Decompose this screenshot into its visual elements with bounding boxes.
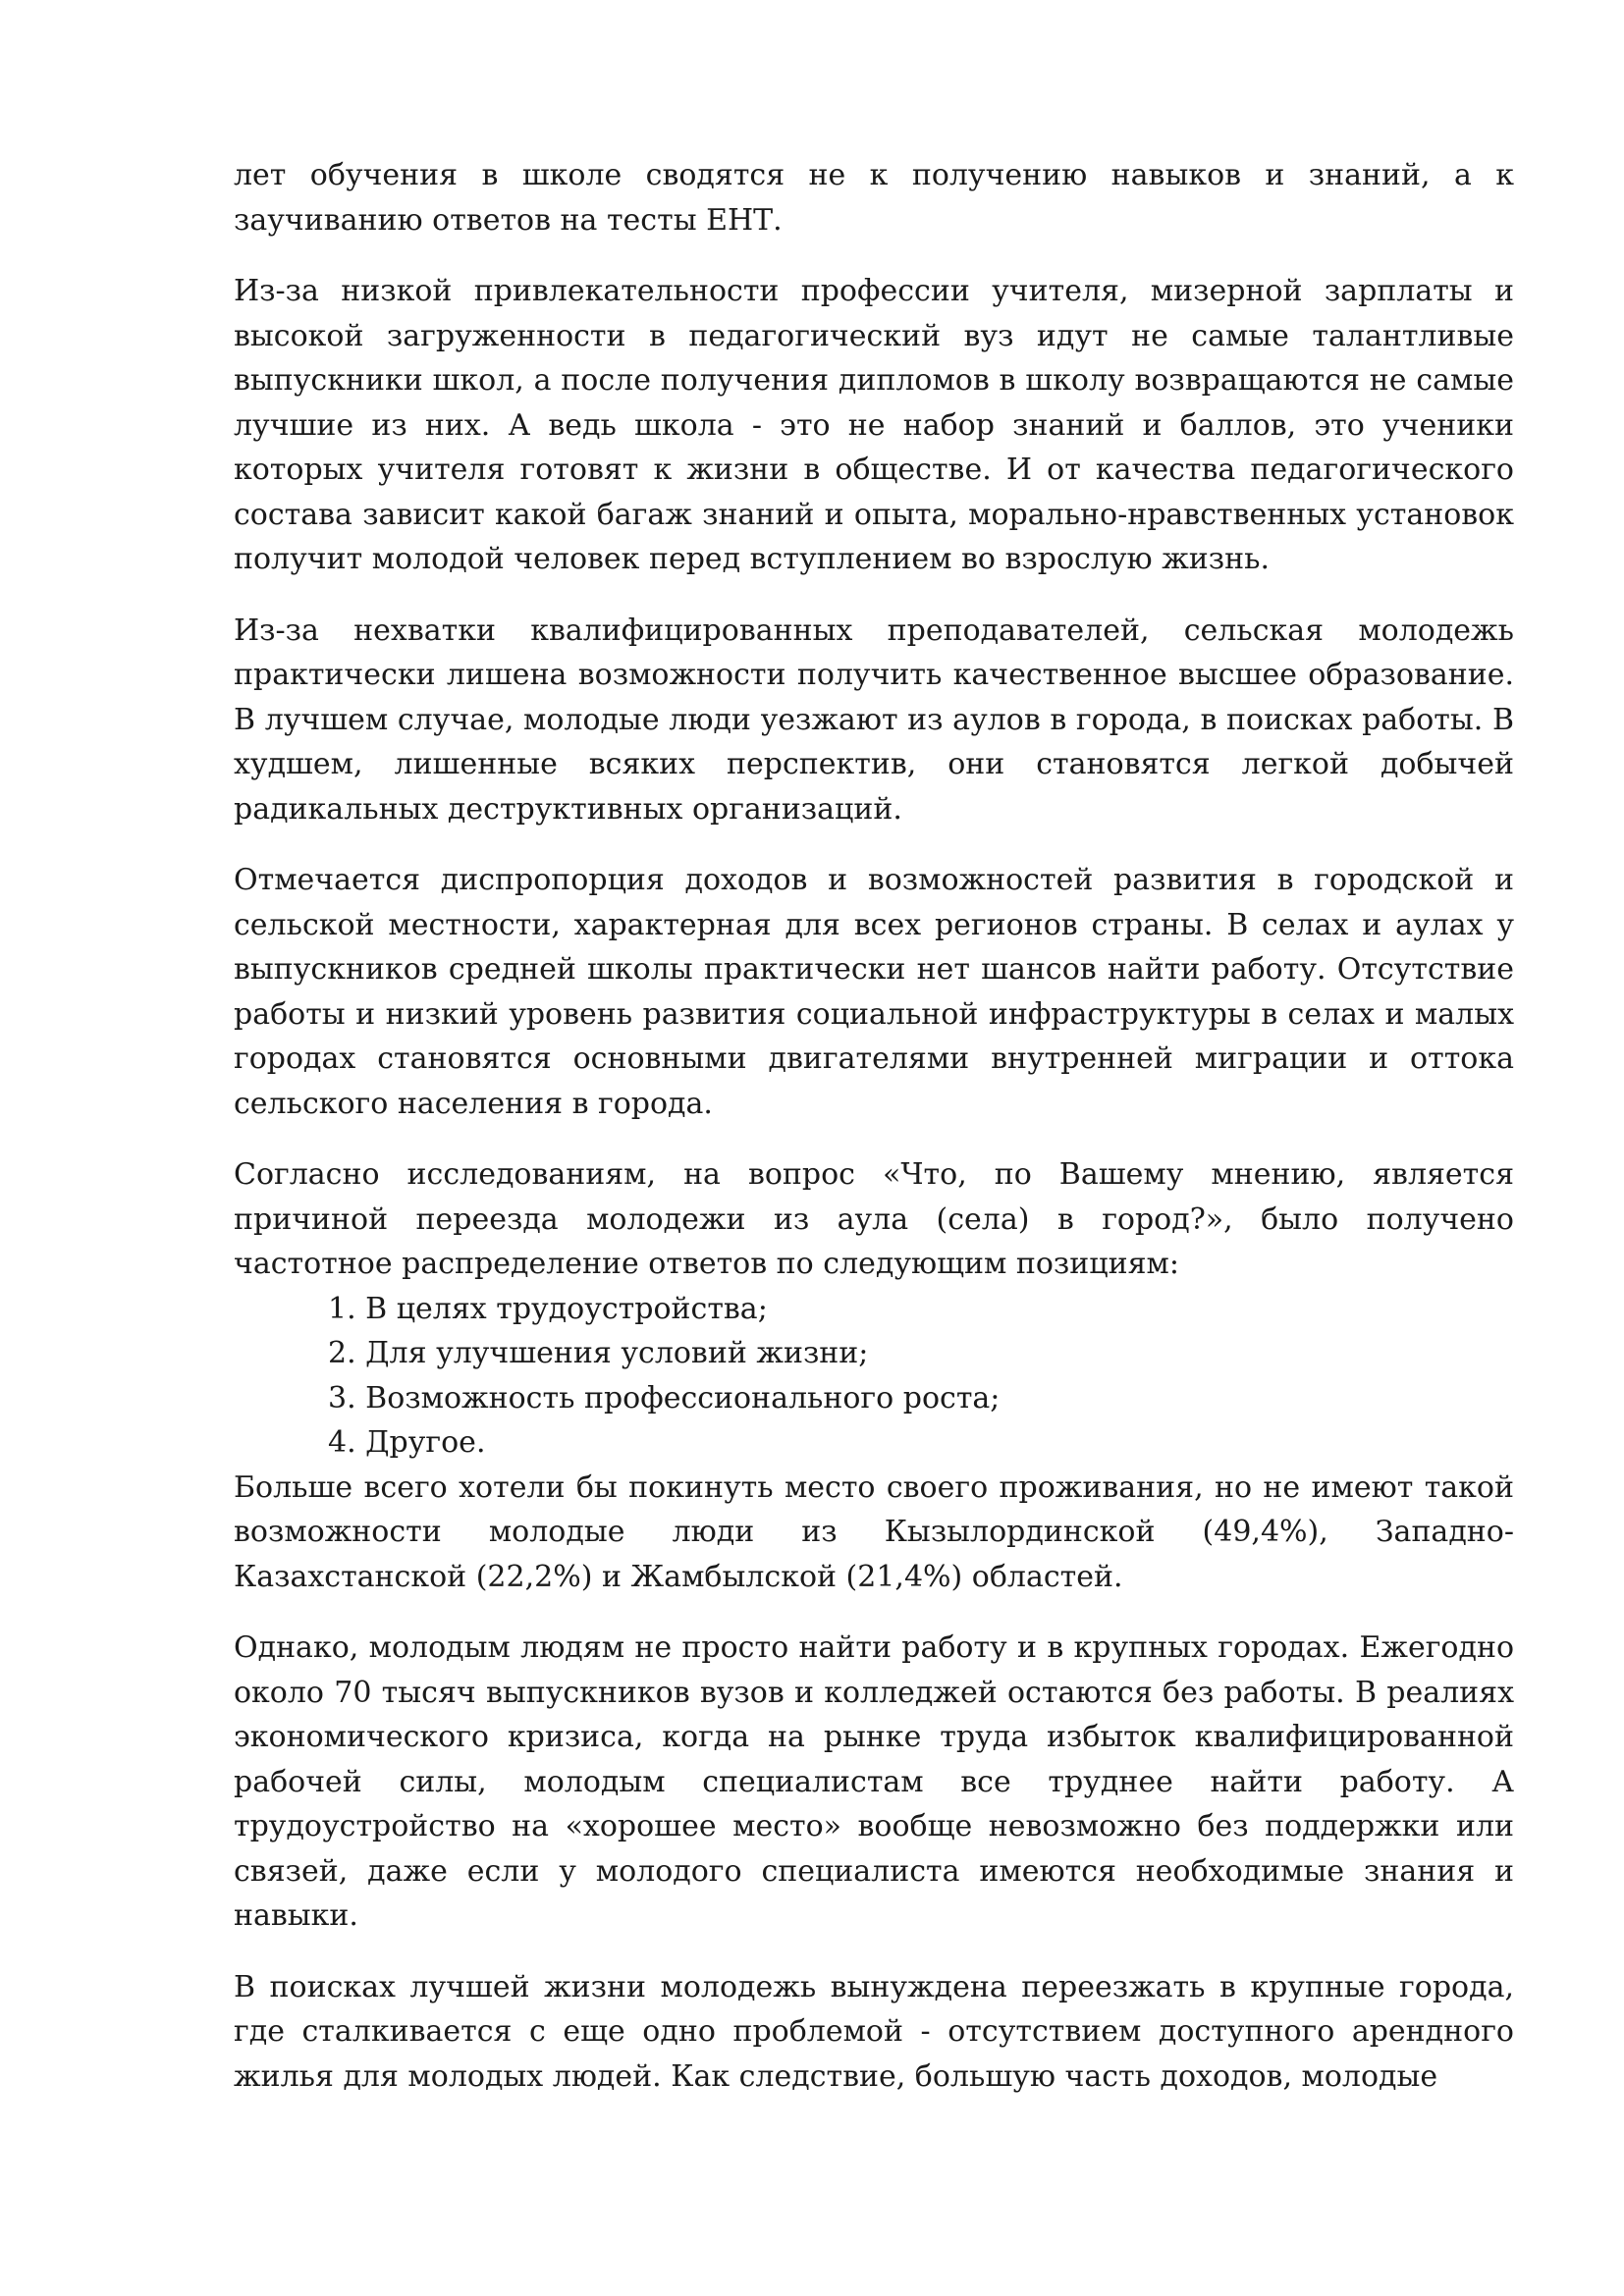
paragraph-rural-youth: Из-за нехватки квалифицированных преподавателей, сельская молодежь практически лишена возможности получить качественное высшее образование. В лучшем случае, молодые люди уезжают из аулов в города, в поисках работы. В худшем, лишенные всяких перспектив, они становятся легкой добычей радикальных деструктивных организаций. [234, 613, 1514, 827]
paragraph-regions: Больше всего хотели бы покинуть место своего проживания, но не имеют такой возможности молодые люди из Кызылординской (49,4%), Западно-Казахстанской (22,2%) и Жамбылской (21,4%) областей. [234, 1469, 1514, 1594]
paragraph-employment: Однако, молодым людям не просто найти работу и в крупных городах. Ежегодно около 70 тысяч выпускников вузов и колледжей остаются без работы. В реалиях экономического кризиса, когда на рынке труда избыток квалифицированной рабочей силы, молодым специалистам все труднее найти работу. А трудоустройство на «хорошее место» вообще невозможно без поддержки или связей, даже если у молодого специалиста имеются необходимые знания и навыки. [234, 1630, 1514, 1933]
paragraph-income-disproportion: Отмечается диспропорция доходов и возможностей развития в городской и сельской местности, характерная для всех регионов страны. В селах и аулах у выпускников средней школы практически нет шансов найти работу. Отсутствие работы и низкий уровень развития социальной инфраструктуры в селах и малых городах становятся основными двигателями внутренней миграции и оттока сельского населения в города. [234, 863, 1514, 1121]
paragraph-housing: В поисках лучшей жизни молодежь вынуждена переезжать в крупные города, где сталкивается с еще одно проблемой - отсутствием доступного арендного жилья для молодых людей. Как следствие, большую часть доходов, молодые [234, 1969, 1514, 2094]
list-item: 3. Возможность профессионального роста; [328, 1380, 1001, 1415]
list-item: 4. Другое. [328, 1425, 486, 1460]
paragraph-survey-question: Согласно исследованиям, на вопрос «Что, по Вашему мнению, является причиной переезда молодежи из аула (села) в город?», было получено частотное распределение ответов по следующим позициям: [234, 1157, 1514, 1281]
document-page [234, 153, 1514, 2099]
paragraph-teacher-profession: Из-за низкой привлекательности профессии учителя, мизерной зарплаты и высокой загруженности в педагогический вуз идут не самые талантливые выпускники школ, а после получения дипломов в школу возвращаются не самые лучшие из них. А ведь школа - это не набор знаний и баллов, это ученики которых учителя готовят к жизни в обществе. И от качества педагогического состава зависит какой багаж знаний и опыта, морально-нравственных установок получит молодой человек перед вступлением во взрослую жизнь. [234, 274, 1514, 576]
survey-answers-list [234, 1287, 1514, 1466]
list-item: 2. Для улучшения условий жизни; [328, 1336, 869, 1370]
paragraph-continuation: лет обучения в школе сводятся не к получению навыков и знаний, а к заучиванию ответов на тесты ЕНТ. [234, 158, 1514, 238]
list-item: 1. В целях трудоустройства; [328, 1291, 768, 1326]
